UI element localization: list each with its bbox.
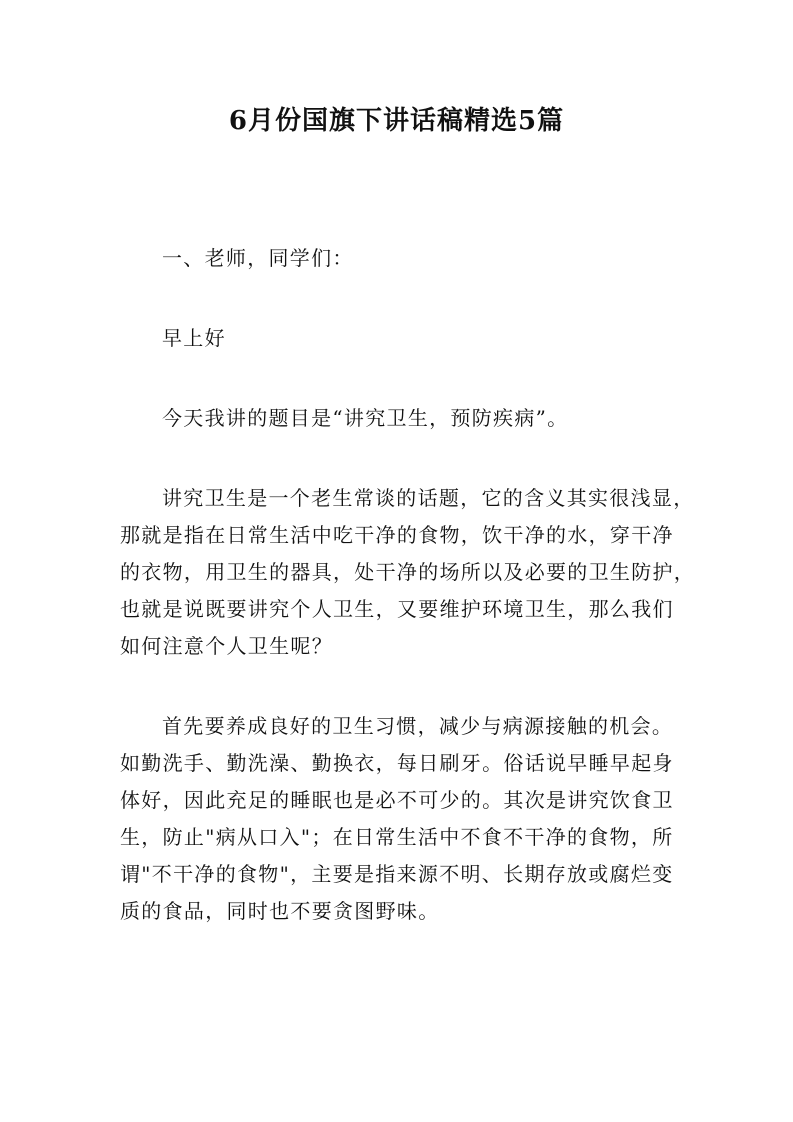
text-line: 今天我讲的题目是“讲究卫生，预防疾病”。	[162, 406, 569, 430]
paragraph	[120, 480, 700, 665]
text-line: 首先要养成良好的卫生习惯，减少与病源接触的机会。	[162, 714, 674, 738]
paragraph	[120, 320, 700, 357]
text-line: 质的食品，同时也不要贪图野味。	[120, 899, 440, 923]
text-line: 讲究卫生是一个老生常谈的话题，它的含义其实很浅显，	[162, 486, 695, 510]
text-line: 那就是指在日常生活中吃干净的食物，饮干净的水，穿干净	[120, 523, 674, 547]
text-line: 也就是说既要讲究个人卫生，又要维护环境卫生，那么我们	[120, 597, 674, 621]
text-line: 的衣物，用卫生的器具，处干净的场所以及必要的卫生防护，	[120, 560, 696, 584]
paragraph	[120, 708, 700, 930]
text-line: 一、老师，同学们：	[162, 246, 354, 270]
text-line: 体好，因此充足的睡眠也是必不可少的。其次是讲究饮食卫	[120, 788, 674, 812]
document-body	[120, 240, 700, 973]
text-line: 如勤洗手、勤洗澡、勤换衣，每日刷牙。俗话说早睡早起身	[120, 751, 674, 775]
text-line: 早上好	[162, 326, 226, 350]
paragraph	[120, 400, 700, 437]
text-line: 如何注意个人卫生呢？	[120, 634, 333, 658]
text-line: 生，防止"病从口入"；在日常生活中不食不干净的食物，所	[120, 825, 674, 849]
paragraph	[120, 240, 700, 277]
document-title: 6月份国旗下讲话稿精选5篇	[228, 106, 565, 136]
text-line: 谓"不干净的食物"，主要是指来源不明、长期存放或腐烂变	[120, 862, 674, 886]
